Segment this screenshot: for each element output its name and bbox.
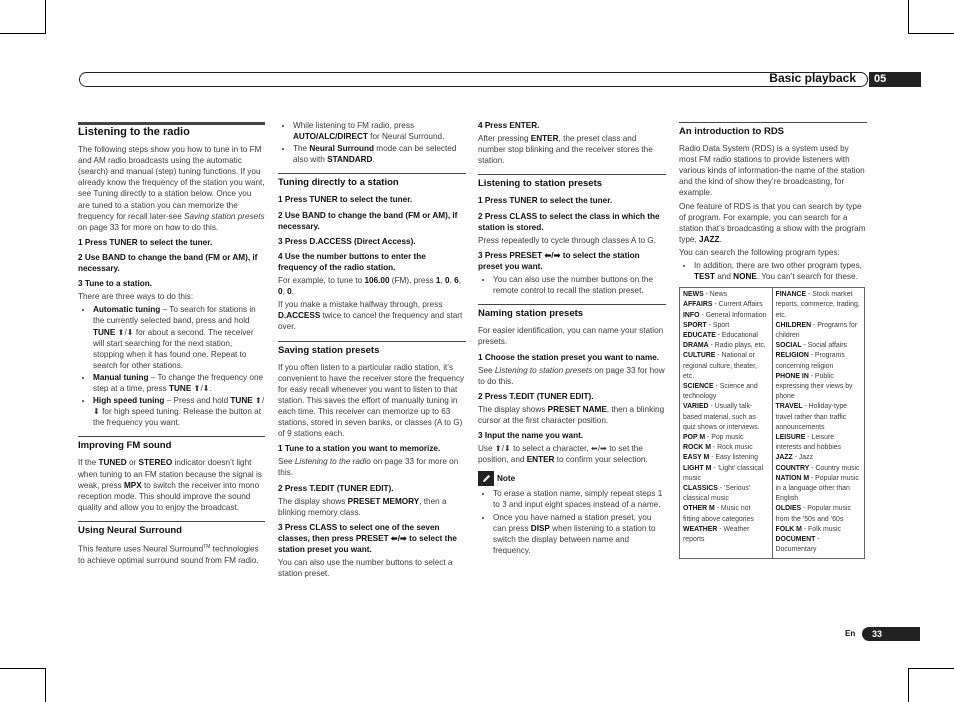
language-label: En [845, 629, 856, 638]
rds-paragraph-3: You can search the following program types: [679, 247, 840, 257]
column-1 [78, 116, 265, 568]
step-2-text: Press repeatedly to cycle through classes A to G. [478, 235, 656, 245]
step-1: 1 Press TUNER to select the tuner. [278, 195, 413, 205]
section-rule [278, 341, 466, 342]
list-item: • High speed tuning – Press and hold TUNE ⬆/⬇ for high speed tuning. Release the button at the frequency you want. [93, 395, 265, 428]
neural-paragraph: This feature uses Neural Surround™ technologies to achieve optimal surround sound from FM radio. [78, 544, 259, 565]
table-column-right [772, 288, 865, 558]
link-listening-radio[interactable]: Listening to the radio [294, 457, 371, 467]
program-type-entry: OTHER M - Music not fitting above categories [683, 505, 754, 523]
see-text: See Listening to station presets on page 33 for how to do this. [478, 365, 665, 386]
crop-mark [908, 668, 909, 702]
program-type-entry: INFO - General Information [683, 311, 767, 319]
display-text: The display shows PRESET MEMORY, then a blinking memory class. [278, 496, 447, 517]
section-rule [478, 174, 666, 175]
step-2: 2 Use BAND to change the band (FM or AM), if necessary. [278, 210, 458, 231]
link-saving-presets[interactable]: Saving station presets [184, 211, 265, 221]
step-1: 1 Press TUNER to select the tuner. [478, 196, 613, 206]
program-type-entry: CHILDREN - Programs for children [775, 321, 858, 340]
intro-paragraph: The following steps show you how to tune in to FM and AM radio broadcasts using the automatic (search) and manual (step) tuning functions. If you already know the frequency of the station you want, see Tuning directly to a station below. Once you are tuned to a station you can memorize the frequency for recall later-see Saving station presets on page 33 for more on how to do this. [78, 145, 265, 232]
arrow-up-down-icon: ⬆/⬇ [117, 327, 134, 337]
list-item: • Manual tuning – To change the frequency one step at a time, press TUNE ⬆/⬇. [93, 372, 265, 394]
step-3: 3 Press PRESET ⬅/➡ to select the station preset you want. [478, 250, 640, 271]
page-number: 33 [862, 627, 920, 641]
note-list [478, 488, 666, 556]
step-3-text: You can also use the number buttons to select a station preset. [278, 558, 453, 579]
preset-list [478, 274, 666, 296]
step-1: 1 Tune to a station you want to memorize. [278, 444, 441, 454]
program-type-entry: SPORT - Sport [683, 321, 730, 329]
step-3: 3 Press D.ACCESS (Direct Access). [278, 236, 416, 246]
step-3: 3 Tune to a station. [78, 279, 152, 289]
link-listening-presets[interactable]: Listening to station presets [494, 365, 593, 375]
program-type-entry: DRAMA - Radio plays, etc. [683, 342, 766, 350]
column-2 [278, 120, 466, 581]
program-type-entry: NEWS - News [683, 291, 728, 299]
program-types-table [679, 287, 865, 558]
list-item: • You can also use the number buttons on the remote control to recall the station preset. [493, 274, 666, 296]
program-type-entry: RELIGION - Programs concerning religion [775, 352, 845, 370]
saving-paragraph: If you often listen to a particular radio station, it’s convenient to have the receiver store the frequency for easy recall whenever you want to listen to that station. This saves the effort of manually tuning in each time. This receiver can memorize up to 63 stations, stored in seven banks, or classes (A to G) of 9 stations each. [278, 362, 465, 439]
mistake-text: If you make a mistake halfway through, press D.ACCESS twice to cancel the frequency and start over. [278, 300, 463, 332]
heading-naming-presets: Naming station presets [478, 308, 584, 320]
program-type-entry: OLDIES - Popular music from the ’50s and ’60s [775, 505, 851, 523]
program-type-entry: DOCUMENT - Documentary [775, 536, 820, 554]
arrow-up-down-icon: ⬆/⬇ [193, 383, 210, 393]
heading-neural-surround: Using Neural Surround [78, 524, 182, 536]
step-1: 1 Choose the station preset you want to name. [478, 352, 660, 362]
example-text: For example, to tune to 106.00 (FM), press 1, 0, 6, 0, 0. [278, 276, 462, 297]
crop-mark [908, 33, 954, 34]
pencil-icon [478, 471, 494, 486]
heading-improving-fm: Improving FM sound [78, 440, 172, 452]
program-type-entry: JAZZ - Jazz [775, 454, 814, 462]
list-item: • Once you have named a station preset, you can press DISP when listening to a station to switch the display between name and frequency. [493, 512, 666, 556]
program-type-entry: VARIED - Usually talk-based material, such as quiz shows or interviews. [683, 403, 760, 431]
program-type-entry: EDUCATE - Educational [683, 332, 758, 340]
neural-list [278, 120, 466, 165]
enter-text: After pressing ENTER, the preset class and number stop blinking and the receiver stores the station. [478, 134, 653, 166]
rds-list [679, 260, 867, 282]
heading-rds-intro: An introduction to RDS [679, 126, 785, 137]
list-item: • The Neural Surround mode can be selected also with STANDARD. [293, 143, 466, 165]
section-rule [278, 173, 466, 174]
program-type-entry: SOCIAL - Social affairs [775, 342, 847, 350]
header-bar [79, 72, 868, 87]
section-rule [78, 521, 265, 522]
heading-tuning-directly: Tuning directly to a station [278, 177, 399, 189]
program-type-entry: NATION M - Popular music in a language other than English [775, 474, 859, 503]
section-rule [478, 304, 666, 305]
program-type-entry: EASY M - Easy listening [683, 454, 758, 462]
program-type-entry: FINANCE - Stock market reports, commerce, trading, etc. [775, 291, 860, 319]
display-text: The display shows PRESET NAME, then a blinking cursor at the first character position. [478, 404, 665, 425]
section-rule [679, 122, 867, 123]
crop-mark [0, 33, 46, 34]
list-item: • While listening to FM radio, press AUTO/ALC/DIRECT for Neural Surround. [293, 120, 466, 142]
step-2: 2 Press T.EDIT (TUNER EDIT). [278, 483, 394, 493]
program-type-entry: TRAVEL - Holiday-type travel rather than traffic announcements [775, 403, 847, 431]
crop-mark [908, 0, 909, 34]
step-4: 4 Use the number buttons to enter the frequency of the radio station. [278, 251, 426, 272]
step-2: 2 Use BAND to change the band (FM or AM), if necessary. [78, 252, 258, 274]
program-type-entry: AFFAIRS - Current Affairs [683, 301, 763, 309]
program-type-entry: ROCK M - Rock music [683, 444, 753, 452]
heading-listening-presets: Listening to station presets [478, 178, 603, 190]
arrow-up-down-icon: ⬆/⬇ [93, 396, 265, 417]
heading-saving-presets: Saving station presets [278, 344, 380, 356]
program-type-entry: LIGHT M - ‘Light’ classical music [683, 464, 764, 482]
section-rule [78, 122, 265, 125]
program-type-entry: POP M - Pop music [683, 434, 744, 442]
program-type-entry: SCIENCE - Science and technology [683, 383, 758, 401]
table-column-left [680, 288, 773, 558]
program-type-entry: CLASSICS - ‘Serious’ classical music [683, 485, 751, 503]
section-title: Basic playback [769, 71, 856, 85]
crop-mark [45, 668, 46, 702]
column-4 [679, 116, 867, 559]
list-item: • To erase a station name, simply repeat steps 1 to 3 and input eight spaces instead of a name. [493, 488, 666, 510]
note-header [478, 471, 666, 486]
crop-mark [0, 668, 46, 669]
rds-paragraph-2: One feature of RDS is that you can search by type of program. For example, you can search for a station that’s broadcasting a show with the program type, JAZZ. [679, 201, 866, 244]
naming-paragraph: For easier identification, you can name your station presets. [478, 326, 664, 347]
program-type-entry: FOLK M - Folk music [775, 525, 841, 533]
chapter-number: 05 [869, 72, 921, 87]
program-type-entry: CULTURE - National or regional culture, theater, etc. [683, 352, 757, 380]
step-3-text: There are three ways to do this: [78, 292, 194, 302]
list-item: • In addition, there are two other program types, TEST and NONE. You can’t search for these. [694, 260, 867, 282]
program-type-entry: PHONE IN - Public expressing their views by phone [775, 372, 853, 401]
step-2: 2 Press CLASS to select the class in which the station is stored. [478, 211, 660, 232]
see-text: See Listening to the radio on page 33 for more on this. [278, 457, 459, 478]
input-text: Use ⬆/⬇ to select a character, ⬅/➡ to set the position, and ENTER to confirm your selection. [478, 444, 648, 465]
program-type-entry: COUNTRY - Country music [775, 464, 860, 472]
step-1: 1 Press TUNER to select the tuner. [78, 237, 213, 247]
column-3 [478, 120, 666, 559]
step-3: 3 Press CLASS to select one of the seven classes, then press PRESET ⬅/➡ to select the station preset you want. [278, 522, 457, 554]
heading-listening-radio: Listening to the radio [78, 126, 190, 138]
crop-mark [0, 33, 1, 34]
crop-mark [908, 668, 954, 669]
tuning-methods-list [78, 304, 265, 428]
step-3: 3 Input the name you want. [478, 431, 584, 441]
step-2: 2 Press T.EDIT (TUNER EDIT). [478, 391, 594, 401]
program-type-entry: WEATHER - Weather reports [683, 525, 750, 544]
program-type-entry: LEISURE - Leisure interests and hobbies [775, 434, 842, 452]
fm-paragraph: If the TUNED or STEREO indicator doesn’t light when tuning to an FM station because the signal is weak, press MPX to switch the receiver into mono reception mode. This should improve the sound quality and allow you to enjoy the broadcast. [78, 458, 262, 512]
list-item: • Automatic tuning – To search for stations in the currently selected band, press and hold TUNE ⬆/⬇ for about a second. The receiver will start searching for the next station, stopping when it has found one. Repeat to search for other stations. [93, 304, 265, 371]
step-4: 4 Press ENTER. [478, 121, 540, 130]
section-rule [78, 436, 265, 437]
note-label: Note [497, 474, 516, 484]
crop-mark [45, 0, 46, 34]
rds-paragraph-1: Radio Data System (RDS) is a system used by most FM radio stations to provide listeners with various kinds of information-the name of the station and the kind of show they’re broadcasting, for example. [679, 144, 865, 198]
